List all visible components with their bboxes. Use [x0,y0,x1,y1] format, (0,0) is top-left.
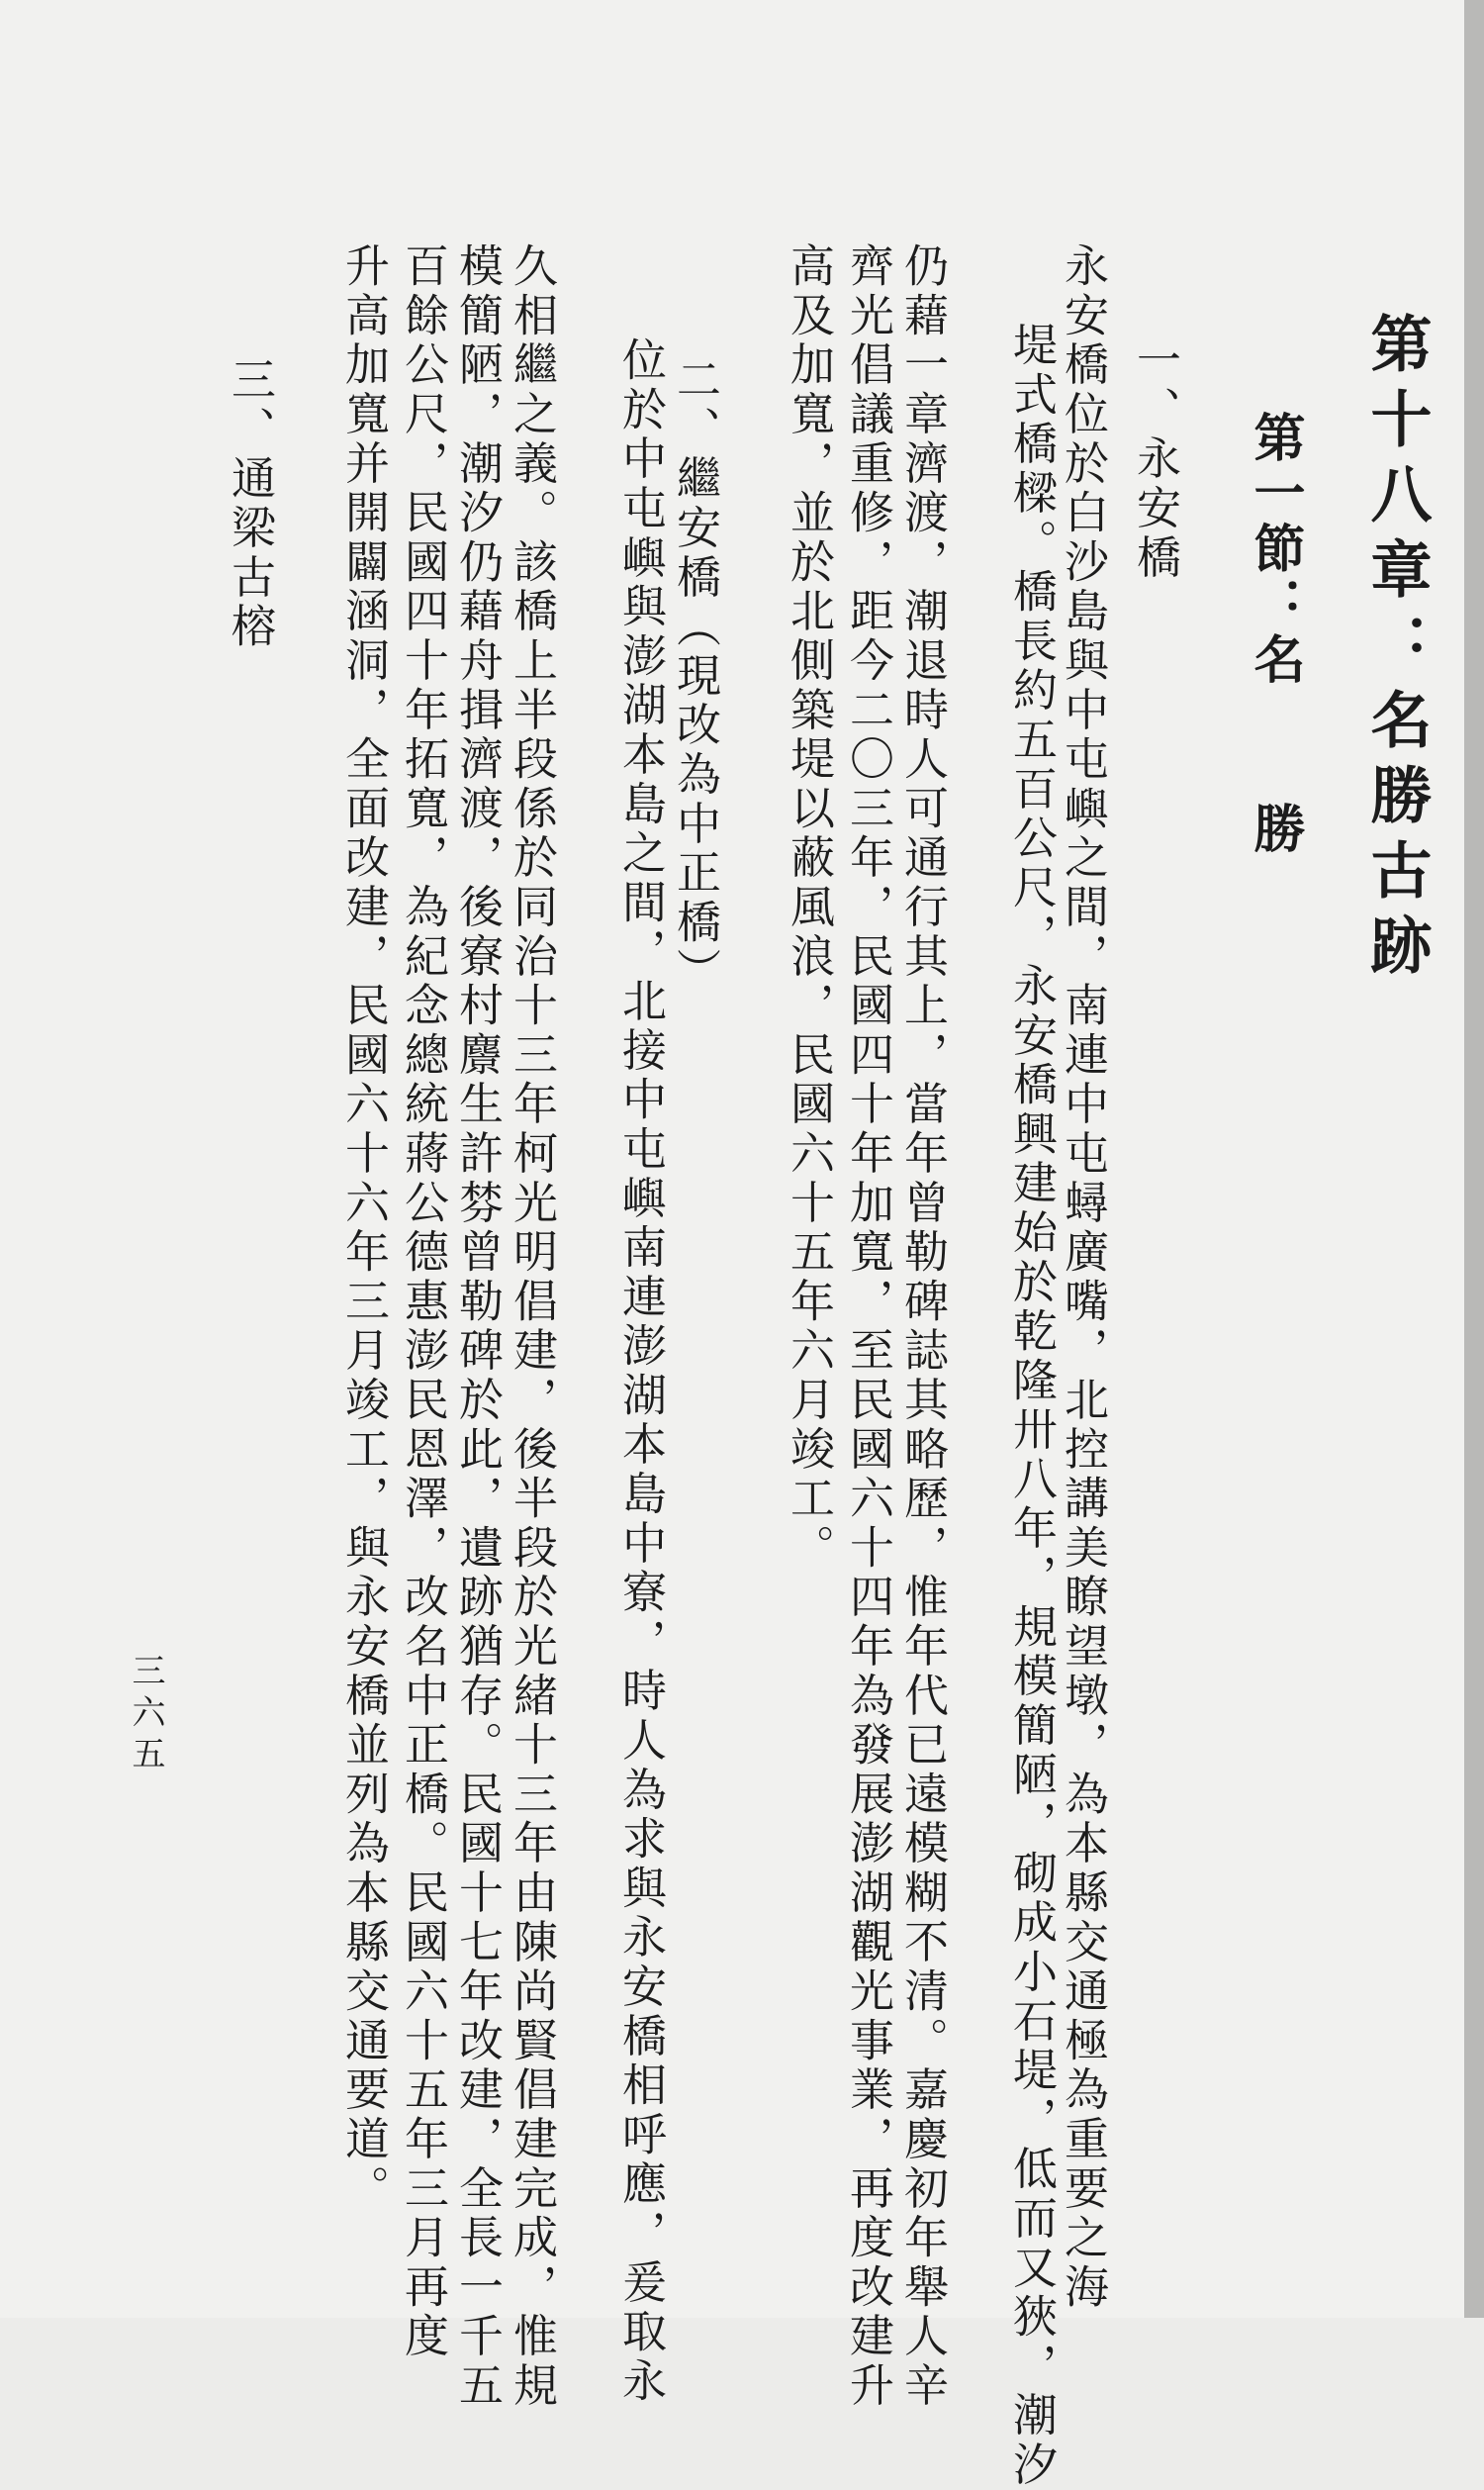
text-column: 永安橋位於白沙島與中屯嶼之間，南連中屯蟳廣嘴，北控講美瞭望墩，為本縣交通極為重要之海 [1057,242,1109,2313]
subheading-jian-bridge: 二、繼安橋（現改為中正橋） [669,356,721,998]
text-column: 位於中屯嶼與澎湖本島之間，北接中屯嶼南連澎湖本島中寮，時人為求與永安橋相呼應，爰取永 [614,336,667,2407]
subheading-yongan-bridge: 一、永安橋 [1129,336,1181,583]
subheading-tongliang-banyan: 三、通梁古榕 [224,356,276,652]
scan-edge [1464,0,1484,2318]
text-column: 高及加寬，並於北側築堤以蔽風浪，民國六十五年六月竣工。 [783,242,835,1574]
text-column: 齊光倡議重修，距今二〇三年，民國四十年加寬，至民國六十四年為發展澎湖觀光事業，再度改建升 [842,242,894,2412]
page-number: 三六五 [126,1653,165,1777]
text-column: 久相繼之義。該橋上半段係於同治十三年柯光明倡建，後半段於光緒十三年由陳尚賢倡建完成，惟規 [506,242,558,2412]
text-column: 仍藉一章濟渡，潮退時人可通行其上，當年曾勒碑誌其略歷，惟年代已遠模糊不清。嘉慶初年舉人辛 [896,242,949,2412]
section-title-label: 第一節：名 [1245,411,1305,688]
text-column: 升高加寬并開闢涵洞，全面改建，民國六十六年三月竣工，與永安橋並列為本縣交通要道。 [337,242,390,2214]
section-title-end: 勝 [1245,802,1305,857]
text-column: 堤式橋樑。橋長約五百公尺，永安橋興建始於乾隆卅八年，規模簡陋，砌成小石堤，低而又狹，潮汐 [1005,322,1058,2490]
text-column: 模簡陋，潮汐仍藉舟揖濟渡，後寮村麖生許棼曾勒碑於此，遺跡猶存。民國十七年改建，全長一千五 [451,242,504,2412]
text-column: 百餘公尺，民國四十年拓寬，為紀念總統蔣公德惠澎民恩澤，改名中正橋。民國六十五年三月再度 [397,242,449,2362]
chapter-title: 第十八章：名勝古跡 [1360,312,1433,989]
section-title [1245,411,1305,857]
